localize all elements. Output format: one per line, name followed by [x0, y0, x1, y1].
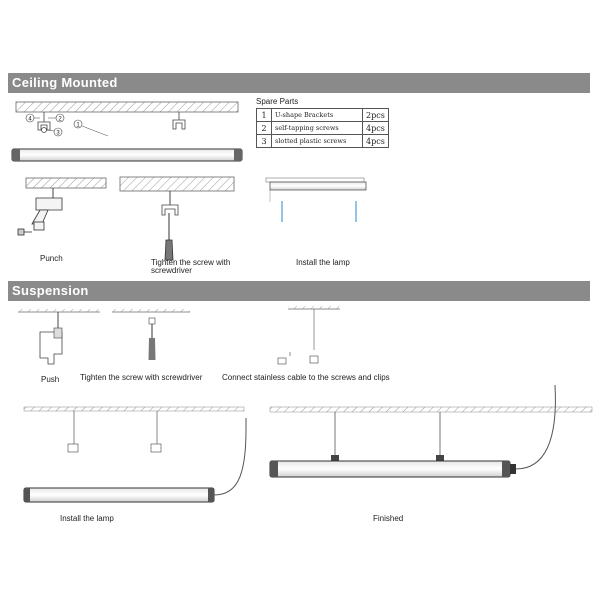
callout-4: [26, 114, 40, 123]
drill-icon: [18, 198, 62, 235]
svg-text:3: 3: [56, 130, 60, 137]
part-quantity: 2pcs: [363, 109, 389, 122]
callout-2: [48, 114, 64, 123]
right-bracket: [173, 112, 185, 129]
caption-punch: Punch: [40, 254, 63, 263]
part-number: 1: [257, 109, 272, 122]
svg-text:2: 2: [58, 116, 62, 123]
left-bracket-assembly: [38, 112, 50, 133]
caption-push: Push: [41, 375, 60, 384]
ceiling-overview: [16, 102, 238, 112]
lamp-overview: [12, 149, 242, 161]
caption-install-lamp-suspension: Install the lamp: [60, 514, 114, 523]
screwdriver-icon: [165, 213, 173, 260]
finished-installation: [270, 385, 592, 477]
part-number: 3: [257, 135, 272, 148]
tighten-screw-suspension-step: [112, 309, 190, 360]
part-quantity: 4pcs: [363, 122, 389, 135]
part-name: U-shape Brackets: [272, 109, 363, 122]
callout-1: [74, 120, 108, 136]
caption-finished: Finished: [373, 514, 404, 523]
connect-cable-step: [278, 306, 340, 364]
caption-install-lamp: Install the lamp: [296, 258, 350, 267]
tighten-screw-step: [120, 177, 234, 260]
install-lamp-ceiling-step: [266, 178, 366, 222]
svg-text:1: 1: [76, 122, 80, 129]
section-header-ceiling-mounted: Ceiling Mounted: [8, 73, 590, 93]
section-header-suspension: Suspension: [8, 281, 590, 301]
caption-tighten-suspension: Tighten the screw with screwdriver: [80, 373, 203, 382]
punch-step: [18, 178, 106, 235]
caption-tighten-line2: screwdriver: [151, 266, 192, 275]
push-step: [18, 309, 100, 364]
caption-connect-cable: Connect stainless cable to the screws and clips: [222, 373, 390, 382]
install-lamp-suspension-step: [24, 407, 246, 502]
spare-parts-title: Spare Parts: [256, 97, 299, 106]
svg-text:4: 4: [28, 116, 32, 123]
part-name: slotted plastic screws: [272, 135, 363, 148]
part-number: 2: [257, 122, 272, 135]
part-name: self-tapping screws: [272, 122, 363, 135]
caption-tighten-line1: Tighten the screw with: [151, 258, 231, 267]
part-quantity: 4pcs: [363, 135, 389, 148]
